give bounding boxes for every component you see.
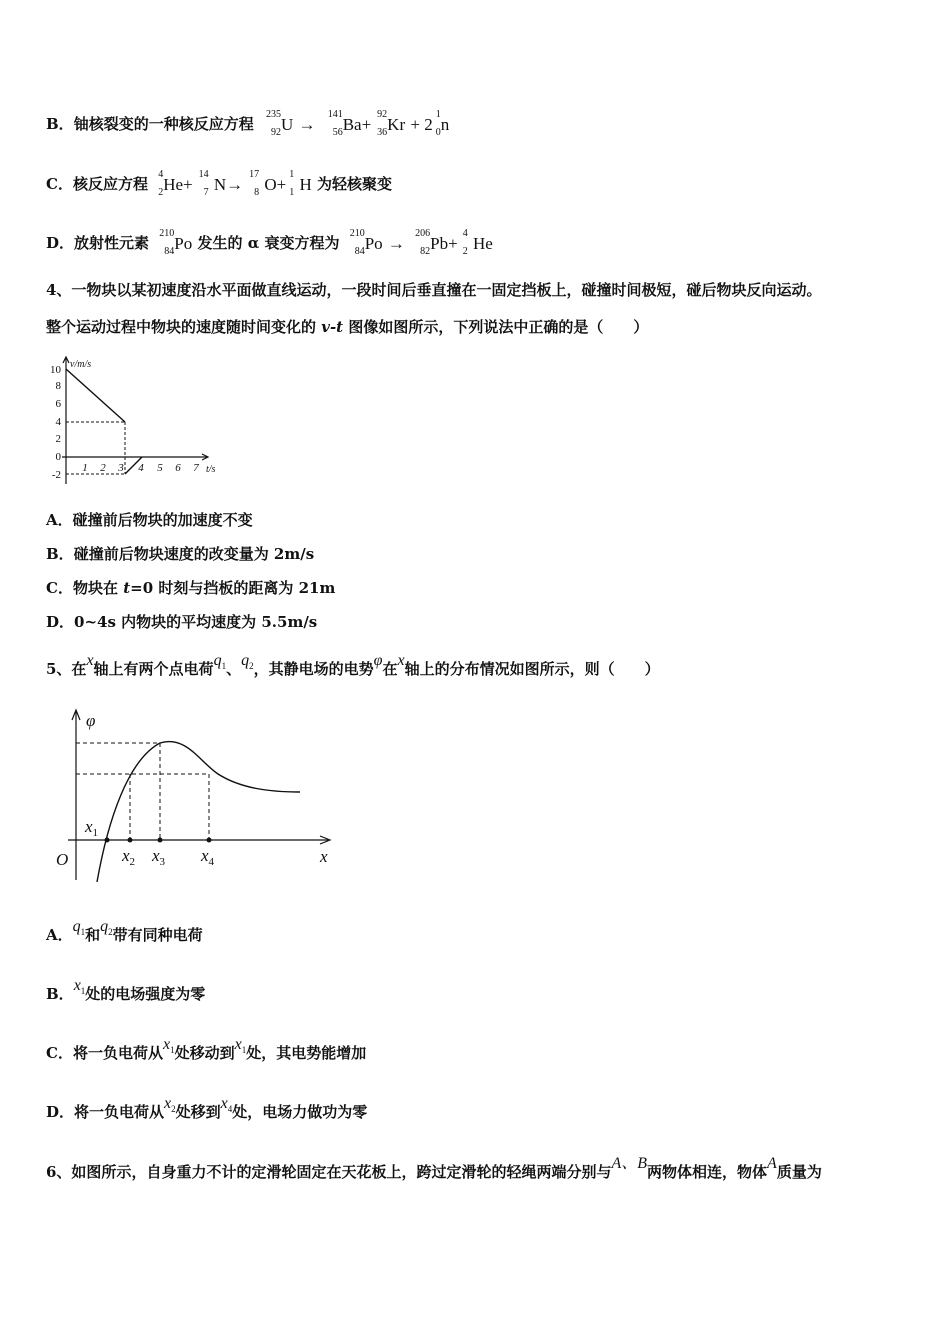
potential-graph bbox=[48, 700, 338, 884]
option-label: B． bbox=[46, 115, 74, 133]
q6-stem: 6、如图所示，自身重力不计的定滑轮固定在天花板上，跨过定滑轮的轻绳两端分别与A、B两物体相连，物体A质量为 bbox=[46, 1155, 822, 1181]
vt-line-before bbox=[66, 369, 125, 422]
q3-option-c bbox=[46, 169, 393, 198]
q4-option-a: A．碰撞前后物块的加速度不变 bbox=[46, 511, 253, 529]
point-x1 bbox=[105, 838, 110, 843]
vt-xtick: 4 bbox=[138, 462, 144, 474]
vt-xlabel: t/s bbox=[206, 464, 216, 475]
option-label: D． bbox=[46, 234, 75, 252]
option-text: 放射性元素 bbox=[74, 234, 150, 252]
fission-equation: 235 92 U → 141 56 Ba+ 92 36 Kr + 2 1 0 n bbox=[265, 109, 450, 138]
vt-ytick: 10 bbox=[50, 364, 61, 376]
q5-option-b: B．$x_1$处的电场强度为零 bbox=[46, 977, 206, 1003]
vt-xtick: 5 bbox=[157, 462, 163, 474]
phi-label: φ bbox=[86, 711, 96, 730]
x1-label: $x_1$ bbox=[85, 817, 99, 839]
q5-option-a: A．$q_1$和$q_2$带有同种电荷 bbox=[46, 918, 203, 944]
point-x4 bbox=[207, 838, 212, 843]
vt-graph bbox=[44, 354, 234, 488]
x-label: x bbox=[320, 847, 328, 866]
q4-option-c: C．物块在 t=0 时刻与挡板的距离为 21m bbox=[46, 579, 336, 597]
vt-xtick: 3 bbox=[118, 462, 124, 474]
q4-option-b: B．碰撞前后物块速度的改变量为 2m/s bbox=[46, 545, 315, 563]
origin-label: O bbox=[56, 850, 69, 869]
option-text: 铀核裂变的一种核反应方程 bbox=[73, 115, 254, 133]
q4-option-d: D．0~4s 内物块的平均速度为 5.5m/s bbox=[46, 613, 318, 631]
option-mid: 发生的 α 衰变方程为 bbox=[197, 234, 340, 252]
option-text: 核反应方程 bbox=[72, 175, 148, 193]
vt-ylabel: v/m/s bbox=[70, 359, 92, 370]
option-suffix: 为轻核聚变 bbox=[317, 175, 393, 193]
vt-xtick: 6 bbox=[175, 462, 181, 474]
vt-ytick: 2 bbox=[55, 433, 61, 445]
vt-xtick: 7 bbox=[193, 462, 199, 474]
q3-option-b bbox=[46, 109, 450, 138]
fusion-equation: 4 2 He+ 14 7 N→ 17 8 O+ 1 1 H bbox=[158, 169, 312, 198]
q3-option-d: D．放射性元素 210 84 Po 发生的 α 衰变方程为 210 84 Po → 206 82 Pb+ 4 2 He bbox=[46, 228, 493, 257]
vt-xtick: 1 bbox=[82, 462, 88, 474]
vt-ytick: 8 bbox=[55, 380, 61, 392]
vt-ytick: 0 bbox=[55, 451, 61, 463]
point-x2 bbox=[128, 838, 133, 843]
vt-ytick: 6 bbox=[55, 398, 61, 410]
vt-ytick: -2 bbox=[51, 469, 61, 481]
alpha-decay-equation: 210 84 Po → 206 82 Pb+ 4 2 He bbox=[349, 228, 493, 257]
vt-xtick: 2 bbox=[100, 462, 106, 474]
q4-stem-line2: 整个运动过程中物块的速度随时间变化的 v-t 图像如图所示，下列说法中正确的是（ ） bbox=[46, 318, 649, 336]
point-x3 bbox=[158, 838, 163, 843]
x2-label: $x_2$ bbox=[122, 846, 136, 868]
x3-label: $x_3$ bbox=[152, 846, 166, 868]
q5-option-d: D．将一负电荷从$x_2$处移到$x_4$处，电场力做功为零 bbox=[46, 1095, 368, 1121]
q5-option-c: C．将一负电荷从$x_1$处移动到$x_1$处，其电势能增加 bbox=[46, 1036, 367, 1062]
x4-label: $x_4$ bbox=[201, 846, 215, 868]
q4-stem-line1: 4、一物块以某初速度沿水平面做直线运动，一段时间后垂直撞在一固定挡板上，碰撞时间极短，碰后物块反向运动。 bbox=[46, 281, 822, 299]
option-label: C． bbox=[46, 175, 73, 193]
q5-stem: 5、在x轴上有两个点电荷$q_1$、$q_2$，其静电场的电势φ在x轴上的分布情况如图所示，则（ ） bbox=[46, 652, 660, 678]
vt-ytick: 4 bbox=[55, 416, 61, 428]
